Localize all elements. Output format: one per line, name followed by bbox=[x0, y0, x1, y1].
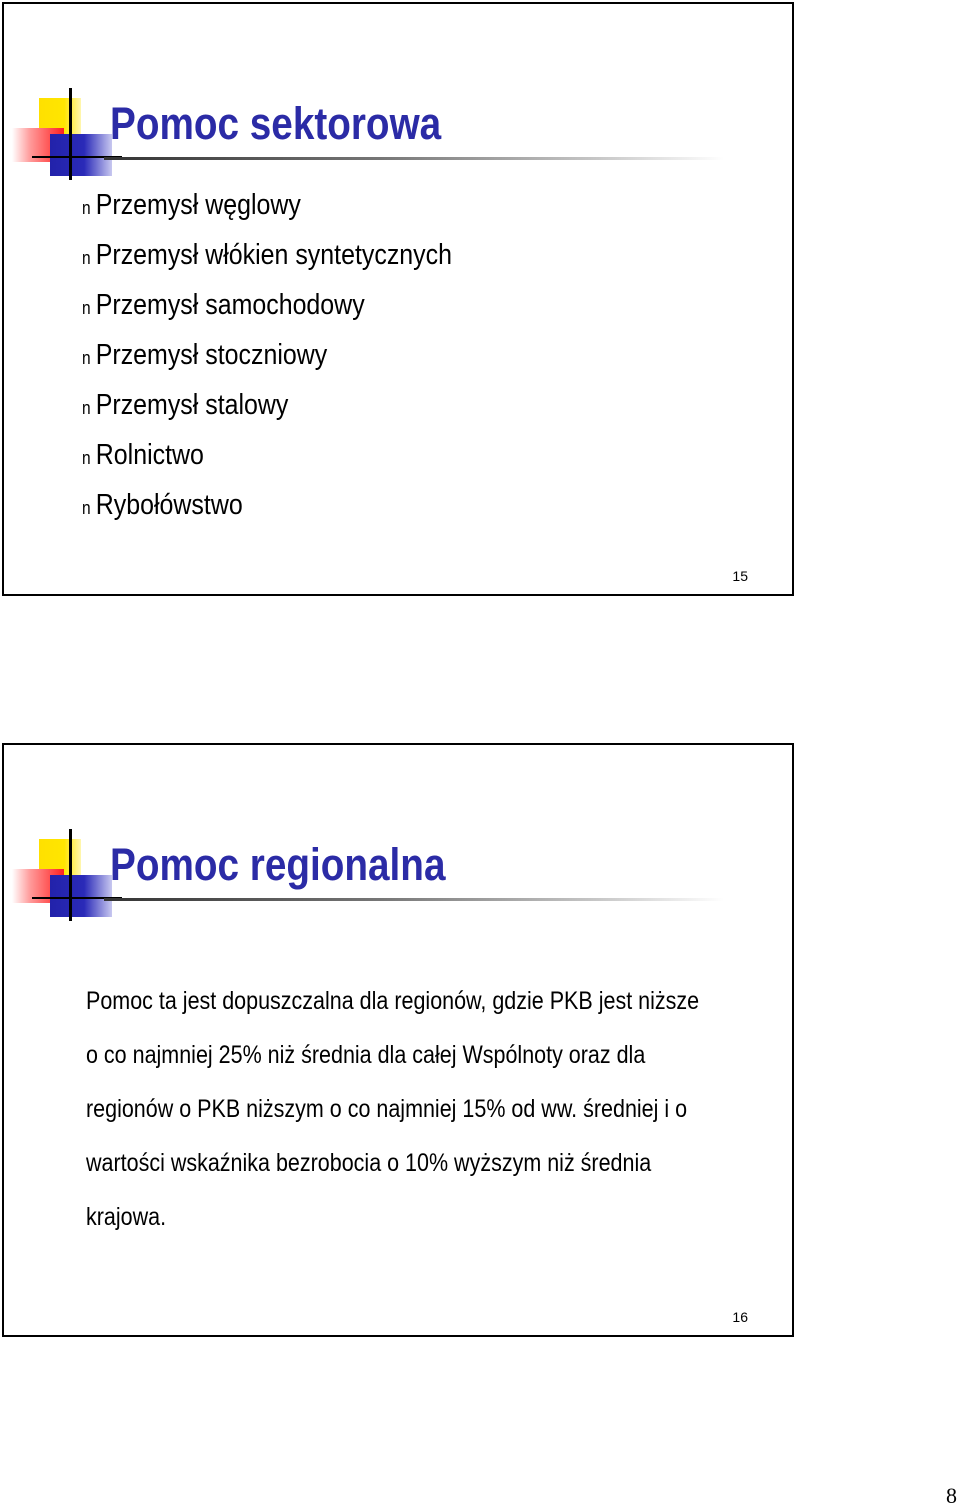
list-item bbox=[82, 330, 452, 380]
bullet-list bbox=[82, 180, 512, 530]
title-decoration-icon bbox=[12, 829, 122, 925]
bullet-marker-icon: n bbox=[82, 398, 91, 418]
list-item bbox=[82, 380, 452, 430]
paragraph-line: wartości wskaźnika bezrobocia o 10% wyższym niż średnia bbox=[86, 1149, 652, 1177]
list-item bbox=[82, 430, 452, 480]
bullet-marker-icon: n bbox=[82, 198, 91, 218]
deco-vertical-line bbox=[69, 88, 72, 180]
list-item bbox=[82, 480, 452, 530]
list-item bbox=[82, 180, 452, 230]
deco-vertical-line bbox=[69, 829, 72, 921]
list-item-text: Przemysł stalowy bbox=[95, 389, 289, 421]
list-item-text: Rolnictwo bbox=[95, 439, 204, 471]
deco-blue-square bbox=[50, 875, 112, 917]
list-item bbox=[82, 230, 452, 280]
paragraph-line: Pomoc ta jest dopuszczalna dla regionów, gdzie PKB jest niższe bbox=[86, 987, 700, 1015]
list-item-text: Rybołówstwo bbox=[95, 489, 243, 521]
list-item-text: Przemysł samochodowy bbox=[95, 289, 365, 321]
bullet-marker-icon: n bbox=[82, 248, 91, 268]
paragraph-line: o co najmniej 25% niż średnia dla całej Wspólnoty oraz dla bbox=[86, 1041, 646, 1069]
slide-title: Pomoc regionalna bbox=[110, 839, 446, 890]
list-item-text: Przemysł stoczniowy bbox=[95, 339, 328, 371]
title-underline bbox=[104, 157, 724, 160]
deco-blue-square bbox=[50, 134, 112, 176]
bullet-marker-icon: n bbox=[82, 448, 91, 468]
paragraph-line: regionów o PKB niższym o co najmniej 15% od ww. średniej i o bbox=[86, 1095, 688, 1123]
paragraph-line: krajowa. bbox=[86, 1203, 167, 1231]
bullet-marker-icon: n bbox=[82, 298, 91, 318]
slide-number: 15 bbox=[732, 568, 748, 584]
body-paragraph bbox=[86, 974, 766, 1244]
bullet-marker-icon: n bbox=[82, 498, 91, 518]
list-item bbox=[82, 280, 452, 330]
slide-15 bbox=[2, 2, 794, 596]
bullet-marker-icon: n bbox=[82, 348, 91, 368]
title-underline bbox=[104, 898, 724, 901]
list-item-text: Przemysł węglowy bbox=[95, 189, 301, 221]
slide-title: Pomoc sektorowa bbox=[110, 98, 442, 149]
page-number: 8 bbox=[946, 1483, 957, 1508]
slide-number: 16 bbox=[732, 1309, 748, 1325]
list-item-text: Przemysł włókien syntetycznych bbox=[95, 239, 452, 271]
title-decoration-icon bbox=[12, 88, 122, 184]
